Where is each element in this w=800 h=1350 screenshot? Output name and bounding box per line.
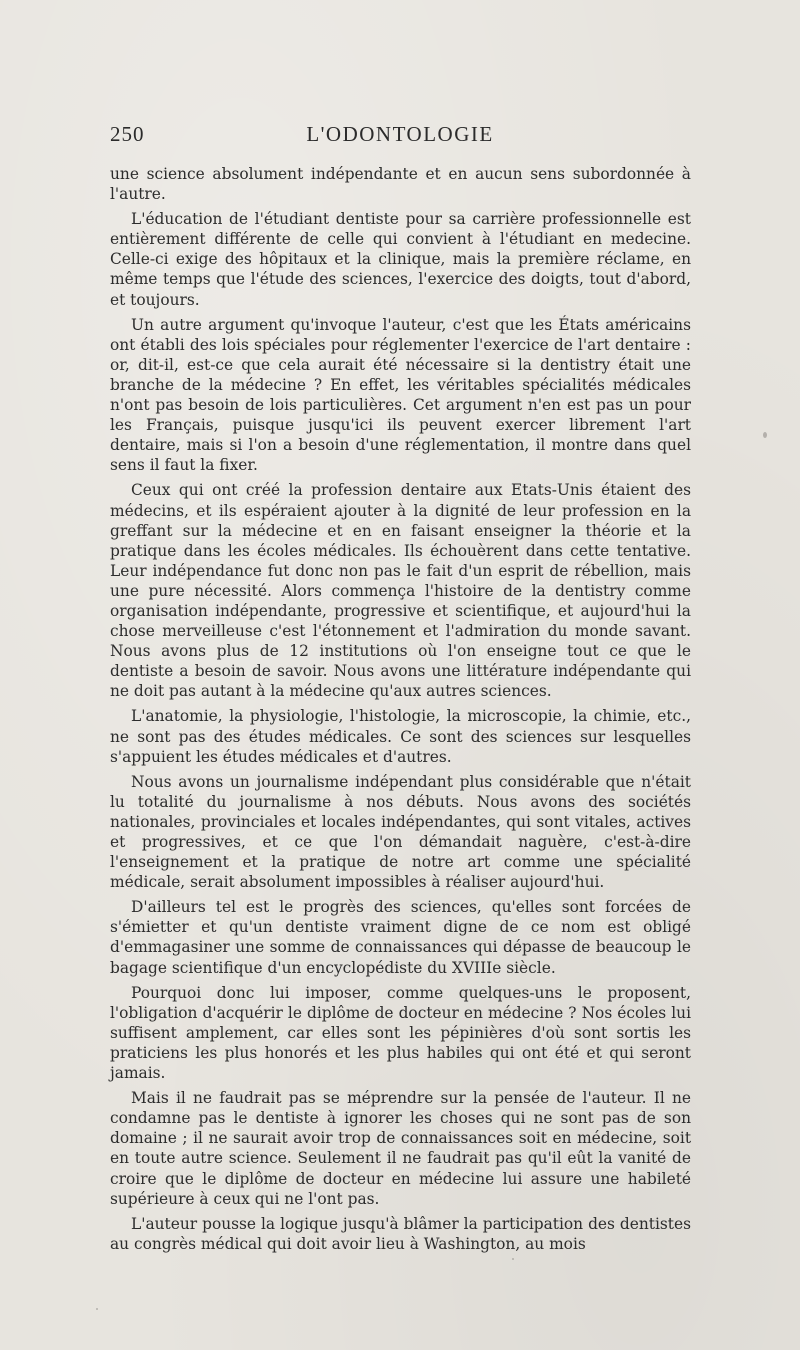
paragraph-9: Mais il ne faudrait pas se méprendre sur la pensée de l'auteur. Il ne condamne pas le dentiste à ignorer les choses qui ne sont pas de son domaine ; il ne saurait avoir trop de connaissances soit en médecine, soit en toute autre science. Seulement il ne faudrait pas qu'il eût la vanité de croire que le diplôme de docteur en médecine lui assure une habileté supérieure à ceux qui ne l'ont pas. (110, 1089, 691, 1208)
paper-speck (763, 432, 767, 438)
paragraph-3: Un autre argument qu'invoque l'auteur, c'est que les États américains ont établi des lois spéciales pour réglementer l'exercice de l'art dentaire : or, dit-il, est-ce que cela aurait été nécessaire si la dentistry était une branche de la médecine ? En effet, les véritables spécialités médicales n'ont pas besoin de lois particulières. Cet argument n'en est pas un pour les Français, puisque jusqu'ici ils peuvent exercer librement l'art dentaire, mais si l'on a besoin d'une réglementation, il montre dans quel sens il faut la fixer. (110, 315, 691, 475)
body-text (110, 164, 691, 1259)
paper-speck (96, 1308, 98, 1310)
page-number: 250 (110, 122, 145, 146)
paragraph-2: L'éducation de l'étudiant dentiste pour sa carrière professionnelle est entièrement différente de celle qui convient à l'étudiant en medecine. Celle-ci exige des hôpitaux et la clinique, mais la première réclame, en même temps que l'étude des sciences, l'exercice des doigts, tout d'abord, et toujours. (110, 210, 691, 309)
paragraph-10: L'auteur pousse la logique jusqu'à blâmer la participation des dentistes au congrès médical qui doit avoir lieu à Washington, au mois (110, 1214, 691, 1253)
paragraph-7: D'ailleurs tel est le progrès des sciences, qu'elles sont forcées de s'émietter et qu'un dentiste vraiment digne de ce nom est obligé d'emmagasiner une somme de connaissances qui dépasse de beaucoup le bagage scientifique d'un encyclopédiste du XVIIIe siècle. (110, 898, 691, 977)
running-title: L'ODONTOLOGIE (306, 122, 494, 146)
paragraph-1: une science absolument indépendante et en aucun sens subordonnée à l'autre. (110, 165, 691, 204)
paper-speck (512, 1258, 514, 1260)
paragraph-6: Nous avons un journalisme indépendant plus considérable que n'était lu totalité du journalisme à nos débuts. Nous avons des sociétés nationales, provinciales et locales indépendantes, qui sont vitales, actives et progressives, et ce que l'on démandait naguère, c'est-à-dire l'enseignement et la pratique de notre art comme une spécialité médicale, serait absolument impossibles à réaliser aujourd'hui. (110, 772, 691, 892)
paragraph-4: Ceux qui ont créé la profession dentaire aux Etats-Unis étaient des médecins, et ils espéraient ajouter à la dignité de leur profession en la greffant sur la médecine et en en faisant enseigner la théorie et la pratique dans les écoles médicales. Ils échouèrent dans cette tentative. Leur indépendance fut donc non pas le fait d'un esprit de rébellion, mais une pure nécessité. Alors commença l'histoire de la dentistry comme organisation indépendante, progressive et scientifique, et aujourd'hui la chose merveilleuse c'est l'étonnement et l'admiration du monde savant. Nous avons plus de 12 institutions où l'on enseigne tout ce que le dentiste a besoin de savoir. Nous avons une littérature indépendante qui ne doit pas autant à la médecine qu'aux autres sciences. (110, 481, 691, 701)
paragraph-8: Pourquoi donc lui imposer, comme quelques-uns le proposent, l'obligation d'acquérir le diplôme de docteur en médecine ? Nos écoles lui suffisent amplement, car elles sont les pépinières d'où sont sortis les praticiens les plus honorés et les plus habiles qui ont été et qui seront jamais. (110, 983, 691, 1083)
page-header (110, 122, 690, 152)
paragraph-5: L'anatomie, la physiologie, l'histologie, la microscopie, la chimie, etc., ne sont pas des études médicales. Ce sont des sciences sur lesquelles s'appuient les études médicales et d'autres. (110, 707, 691, 766)
